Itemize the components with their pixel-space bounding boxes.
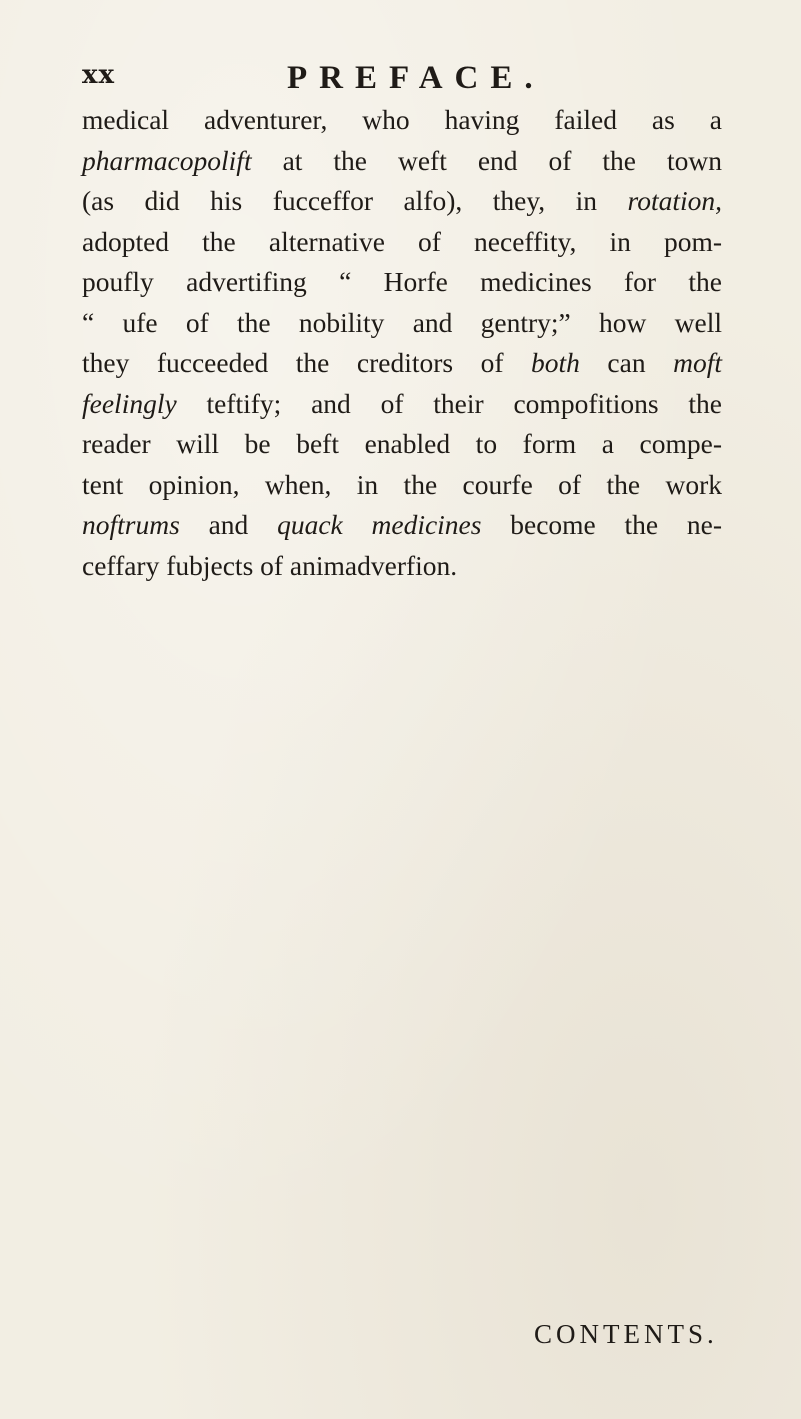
text-segment: “ ufe of the nobility and gentry;” how well bbox=[82, 306, 722, 338]
text-line bbox=[82, 424, 722, 465]
text-segment: reader will be beft enabled to form a compe- bbox=[82, 428, 722, 459]
text-segment: ceffary fubjects of animadverfion. bbox=[82, 549, 458, 581]
italic-text: noftrums bbox=[82, 509, 180, 540]
text-line bbox=[82, 262, 722, 303]
text-line bbox=[82, 303, 722, 344]
text-line bbox=[82, 505, 722, 546]
text-segment: they fucceeded the creditors of bbox=[82, 347, 532, 378]
text-segment: at the weft end of the town bbox=[251, 144, 722, 176]
text-line bbox=[82, 465, 722, 506]
text-segment: (as did his fucceffor alfo), they, in bbox=[82, 185, 628, 216]
page-header bbox=[82, 60, 722, 100]
text-segment: can bbox=[579, 347, 674, 378]
italic-text: feelingly bbox=[82, 387, 177, 419]
text-line bbox=[82, 100, 722, 141]
text-segment: become the ne- bbox=[481, 509, 723, 540]
italic-text: pharmacopolift bbox=[82, 144, 252, 176]
text-line bbox=[82, 141, 722, 182]
text-segment: teftify; and of their compofitions the bbox=[176, 387, 722, 419]
body-paragraph bbox=[82, 100, 722, 586]
running-head: PREFACE. bbox=[287, 60, 545, 96]
text-line bbox=[82, 343, 722, 384]
text-line bbox=[82, 384, 722, 425]
catchword: CONTENTS. bbox=[534, 1319, 718, 1349]
text-segment: adopted the alternative of neceffity, in pom- bbox=[82, 225, 722, 257]
text-line bbox=[82, 181, 722, 222]
italic-text: rotation, bbox=[627, 185, 722, 216]
text-segment: poufly advertifing “ Horfe medicines for the bbox=[82, 266, 722, 297]
page-number: xx bbox=[82, 60, 116, 90]
text-segment: medical adventurer, who having failed as a bbox=[82, 104, 722, 135]
italic-text: both bbox=[531, 347, 580, 378]
text-line bbox=[82, 222, 722, 263]
italic-text: moft bbox=[673, 347, 722, 378]
italic-text: quack medicines bbox=[277, 509, 482, 540]
text-segment: and bbox=[179, 509, 278, 540]
text-segment: tent opinion, when, in the courfe of the work bbox=[82, 468, 722, 500]
text-line bbox=[82, 546, 722, 587]
